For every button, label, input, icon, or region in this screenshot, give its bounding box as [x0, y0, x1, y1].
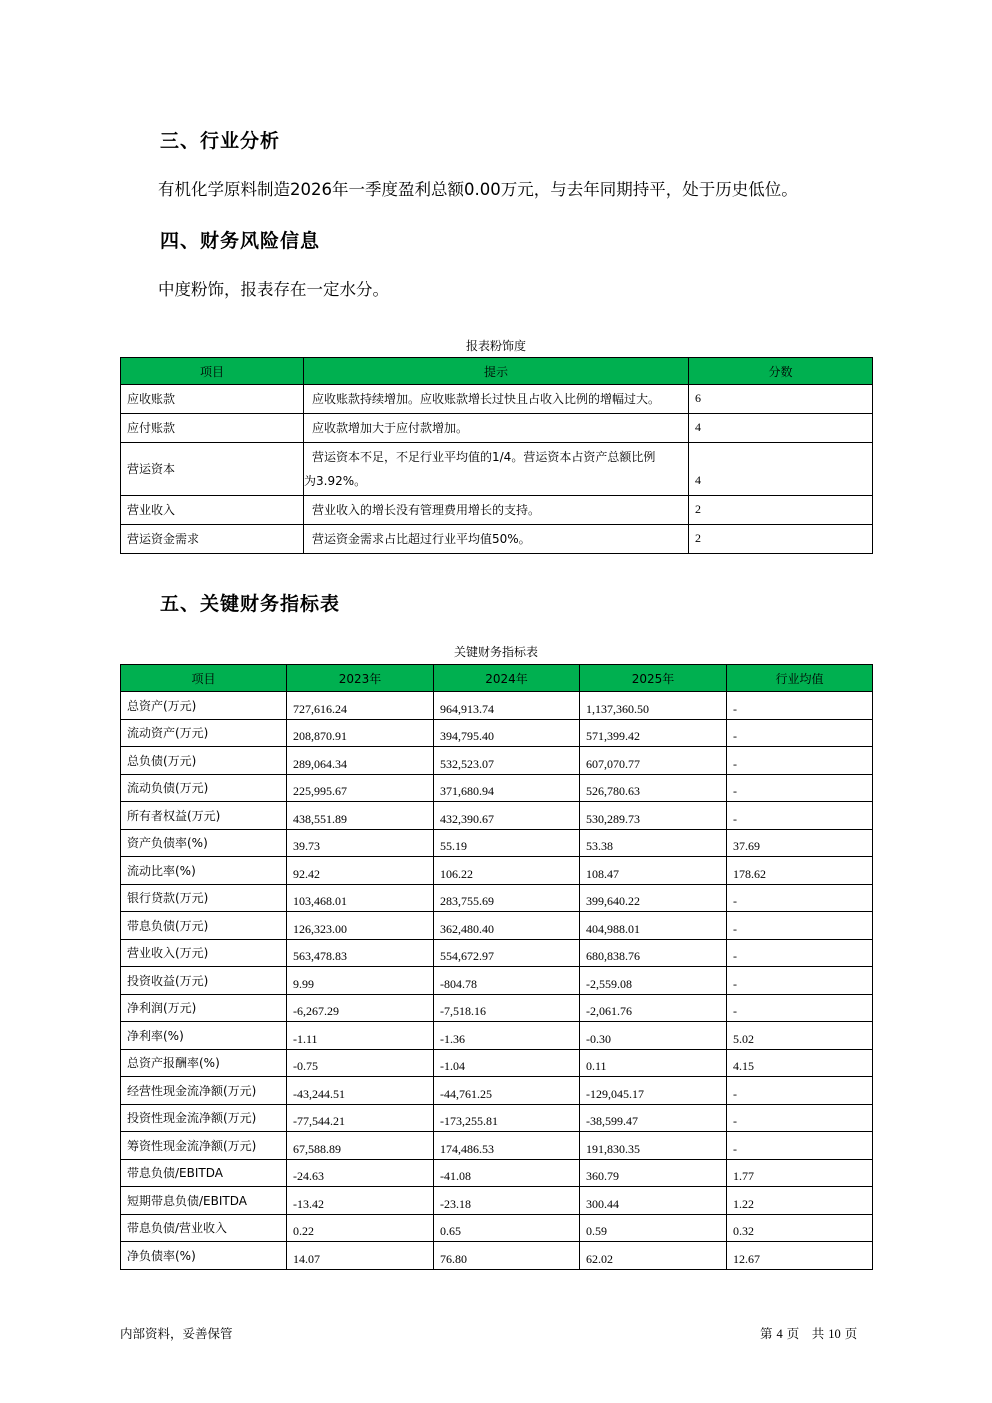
value-2025-cell: 191,830.35 [580, 1132, 727, 1160]
value-2023-cell: 14.07 [287, 1242, 434, 1270]
metrics-table-row [121, 774, 873, 802]
industry-avg-cell: - [727, 802, 873, 830]
metrics-table-row [121, 1242, 873, 1270]
metric-name-cell: 带息负债/EBITDA [121, 1159, 287, 1187]
metrics-table-row [121, 1214, 873, 1242]
value-2025-cell: -2,559.08 [580, 967, 727, 995]
value-2025-cell: 0.59 [580, 1214, 727, 1242]
footer-page-num: 4 [776, 1327, 783, 1341]
risk-table-row [121, 385, 873, 414]
footer-page-suffix: 页 [844, 1326, 858, 1341]
metrics-table-row [121, 912, 873, 940]
value-2023-cell: 727,616.24 [287, 692, 434, 720]
metric-name-cell: 流动资产(万元) [121, 719, 287, 747]
value-2024-cell: -1.04 [434, 1049, 580, 1077]
risk-table-row [121, 414, 873, 443]
metrics-table-row [121, 1187, 873, 1215]
value-2024-cell: 174,486.53 [434, 1132, 580, 1160]
risk-table-row [121, 496, 873, 525]
industry-avg-cell: 0.32 [727, 1214, 873, 1242]
risk-score-cell: 4 [689, 443, 873, 496]
value-2024-cell: -41.08 [434, 1159, 580, 1187]
metric-name-cell: 总负债(万元) [121, 747, 287, 775]
value-2023-cell: 39.73 [287, 829, 434, 857]
risk-score-cell: 2 [689, 525, 873, 554]
value-2024-cell: 394,795.40 [434, 719, 580, 747]
metrics-header-2025: 2025年 [580, 665, 727, 692]
industry-avg-cell: - [727, 939, 873, 967]
metrics-table-row [121, 1077, 873, 1105]
value-2024-cell: -44,761.25 [434, 1077, 580, 1105]
value-2024-cell: -1.36 [434, 1022, 580, 1050]
section-3-text: 有机化学原料制造2026年一季度盈利总额0.00万元，与去年同期持平，处于历史低位。 [158, 180, 798, 199]
risk-header-score: 分数 [689, 358, 873, 385]
metrics-table-row [121, 1159, 873, 1187]
footer-page-mid: 页 共 [786, 1326, 825, 1341]
value-2023-cell: 67,588.89 [287, 1132, 434, 1160]
value-2023-cell: -1.11 [287, 1022, 434, 1050]
risk-item-cell: 应付账款 [121, 414, 304, 443]
value-2023-cell: -24.63 [287, 1159, 434, 1187]
industry-avg-cell: - [727, 774, 873, 802]
metrics-table-row [121, 884, 873, 912]
metrics-table-row [121, 939, 873, 967]
metrics-table-row [121, 857, 873, 885]
metric-name-cell: 投资收益(万元) [121, 967, 287, 995]
value-2025-cell: 607,070.77 [580, 747, 727, 775]
metrics-table [120, 664, 873, 1270]
value-2024-cell: 283,755.69 [434, 884, 580, 912]
value-2024-cell: 362,480.40 [434, 912, 580, 940]
metrics-table-row [121, 1104, 873, 1132]
footer-page-total: 10 [828, 1327, 841, 1341]
value-2024-cell: 554,672.97 [434, 939, 580, 967]
value-2025-cell: 108.47 [580, 857, 727, 885]
risk-table-row [121, 525, 873, 554]
footer-page-info [760, 1324, 857, 1342]
value-2025-cell: 1,137,360.50 [580, 692, 727, 720]
metrics-header-2023: 2023年 [287, 665, 434, 692]
value-2023-cell: 9.99 [287, 967, 434, 995]
risk-header-hint: 提示 [304, 358, 689, 385]
industry-avg-cell: 4.15 [727, 1049, 873, 1077]
value-2024-cell: 55.19 [434, 829, 580, 857]
metric-name-cell: 银行贷款(万元) [121, 884, 287, 912]
industry-avg-cell: 1.22 [727, 1187, 873, 1215]
metrics-header-2024: 2024年 [434, 665, 580, 692]
value-2024-cell: 432,390.67 [434, 802, 580, 830]
section-5-title: 五、关键财务指标表 [160, 593, 341, 615]
metric-name-cell: 筹资性现金流净额(万元) [121, 1132, 287, 1160]
risk-score-cell: 2 [689, 496, 873, 525]
industry-avg-cell: - [727, 912, 873, 940]
value-2023-cell: 289,064.34 [287, 747, 434, 775]
metrics-table-row [121, 994, 873, 1022]
risk-table-row [121, 443, 873, 496]
value-2023-cell: -0.75 [287, 1049, 434, 1077]
value-2025-cell: -2,061.76 [580, 994, 727, 1022]
risk-item-cell: 营业收入 [121, 496, 304, 525]
metrics-table-row [121, 1132, 873, 1160]
value-2025-cell: -38,599.47 [580, 1104, 727, 1132]
value-2025-cell: 526,780.63 [580, 774, 727, 802]
metric-name-cell: 流动负债(万元) [121, 774, 287, 802]
section-4-title: 四、财务风险信息 [160, 230, 321, 252]
value-2023-cell: -77,544.21 [287, 1104, 434, 1132]
metric-name-cell: 投资性现金流净额(万元) [121, 1104, 287, 1132]
metrics-table-row [121, 692, 873, 720]
industry-avg-cell: - [727, 967, 873, 995]
risk-table-caption: 报表粉饰度 [465, 339, 526, 353]
value-2023-cell: -13.42 [287, 1187, 434, 1215]
industry-avg-cell: 37.69 [727, 829, 873, 857]
value-2025-cell: 530,289.73 [580, 802, 727, 830]
value-2023-cell: 0.22 [287, 1214, 434, 1242]
industry-avg-cell: 1.77 [727, 1159, 873, 1187]
metrics-table-row [121, 802, 873, 830]
risk-table [120, 357, 873, 554]
value-2024-cell: -804.78 [434, 967, 580, 995]
industry-avg-cell: - [727, 1132, 873, 1160]
metrics-table-row [121, 719, 873, 747]
risk-item-cell: 应收账款 [121, 385, 304, 414]
metrics-table-row [121, 1022, 873, 1050]
industry-avg-cell: - [727, 719, 873, 747]
value-2023-cell: 208,870.91 [287, 719, 434, 747]
value-2024-cell: 76.80 [434, 1242, 580, 1270]
metrics-table-row [121, 1049, 873, 1077]
metric-name-cell: 总资产(万元) [121, 692, 287, 720]
industry-avg-cell: - [727, 1077, 873, 1105]
risk-hint-cell [304, 443, 689, 496]
risk-hint-cell: 营运资金需求占比超过行业平均值50%。 [304, 525, 689, 554]
metric-name-cell: 经营性现金流净额(万元) [121, 1077, 287, 1105]
value-2025-cell: 404,988.01 [580, 912, 727, 940]
value-2025-cell: -0.30 [580, 1022, 727, 1050]
value-2023-cell: -43,244.51 [287, 1077, 434, 1105]
value-2025-cell: 399,640.22 [580, 884, 727, 912]
industry-avg-cell: - [727, 747, 873, 775]
metric-name-cell: 流动比率(%) [121, 857, 287, 885]
risk-hint-cell: 应收账款持续增加。应收账款增长过快且占收入比例的增幅过大。 [304, 385, 689, 414]
risk-header-item: 项目 [121, 358, 304, 385]
value-2025-cell: 0.11 [580, 1049, 727, 1077]
metric-name-cell: 资产负债率(%) [121, 829, 287, 857]
value-2024-cell: -23.18 [434, 1187, 580, 1215]
risk-hint-cell: 应收款增加大于应付款增加。 [304, 414, 689, 443]
metrics-header-industry-avg: 行业均值 [727, 665, 873, 692]
metric-name-cell: 净负债率(%) [121, 1242, 287, 1270]
metric-name-cell: 净利率(%) [121, 1022, 287, 1050]
value-2023-cell: 563,478.83 [287, 939, 434, 967]
value-2024-cell: -173,255.81 [434, 1104, 580, 1132]
value-2024-cell: 532,523.07 [434, 747, 580, 775]
section-3-title: 三、行业分析 [160, 130, 281, 152]
value-2023-cell: 126,323.00 [287, 912, 434, 940]
value-2025-cell: 360.79 [580, 1159, 727, 1187]
risk-table-header [121, 358, 873, 385]
risk-score-cell: 4 [689, 414, 873, 443]
metric-name-cell: 带息负债/营业收入 [121, 1214, 287, 1242]
industry-avg-cell: 178.62 [727, 857, 873, 885]
value-2024-cell: 371,680.94 [434, 774, 580, 802]
value-2025-cell: 680,838.76 [580, 939, 727, 967]
risk-hint-line-2: 为3.92%。 [304, 474, 367, 488]
value-2025-cell: 62.02 [580, 1242, 727, 1270]
industry-avg-cell: - [727, 692, 873, 720]
value-2024-cell: -7,518.16 [434, 994, 580, 1022]
industry-avg-cell: 5.02 [727, 1022, 873, 1050]
value-2024-cell: 0.65 [434, 1214, 580, 1242]
metrics-table-row [121, 747, 873, 775]
value-2025-cell: -129,045.17 [580, 1077, 727, 1105]
metrics-header-item: 项目 [121, 665, 287, 692]
footer-page-prefix: 第 [760, 1326, 773, 1341]
metric-name-cell: 净利润(万元) [121, 994, 287, 1022]
value-2024-cell: 106.22 [434, 857, 580, 885]
metric-name-cell: 总资产报酬率(%) [121, 1049, 287, 1077]
value-2023-cell: 103,468.01 [287, 884, 434, 912]
footer-confidential: 内部资料，妥善保管 [120, 1326, 233, 1341]
metric-name-cell: 带息负债(万元) [121, 912, 287, 940]
value-2025-cell: 53.38 [580, 829, 727, 857]
risk-item-cell: 营运资本 [121, 443, 304, 496]
metric-name-cell: 营业收入(万元) [121, 939, 287, 967]
risk-hint-line-1: 营运资本不足，不足行业平均值的1/4。营运资本占资产总额比例 [312, 450, 656, 464]
industry-avg-cell: - [727, 994, 873, 1022]
value-2023-cell: 438,551.89 [287, 802, 434, 830]
value-2023-cell: 225,995.67 [287, 774, 434, 802]
metric-name-cell: 所有者权益(万元) [121, 802, 287, 830]
metrics-table-caption: 关键财务指标表 [453, 645, 538, 659]
risk-hint-cell: 营业收入的增长没有管理费用增长的支持。 [304, 496, 689, 525]
value-2023-cell: 92.42 [287, 857, 434, 885]
industry-avg-cell: - [727, 884, 873, 912]
metrics-table-row [121, 967, 873, 995]
industry-avg-cell: 12.67 [727, 1242, 873, 1270]
risk-score-cell: 6 [689, 385, 873, 414]
value-2023-cell: -6,267.29 [287, 994, 434, 1022]
value-2025-cell: 571,399.42 [580, 719, 727, 747]
risk-item-cell: 营运资金需求 [121, 525, 304, 554]
section-4-text: 中度粉饰，报表存在一定水分。 [158, 280, 389, 299]
value-2025-cell: 300.44 [580, 1187, 727, 1215]
industry-avg-cell: - [727, 1104, 873, 1132]
metrics-table-header [121, 665, 873, 692]
metric-name-cell: 短期带息负债/EBITDA [121, 1187, 287, 1215]
metrics-table-row [121, 829, 873, 857]
value-2024-cell: 964,913.74 [434, 692, 580, 720]
